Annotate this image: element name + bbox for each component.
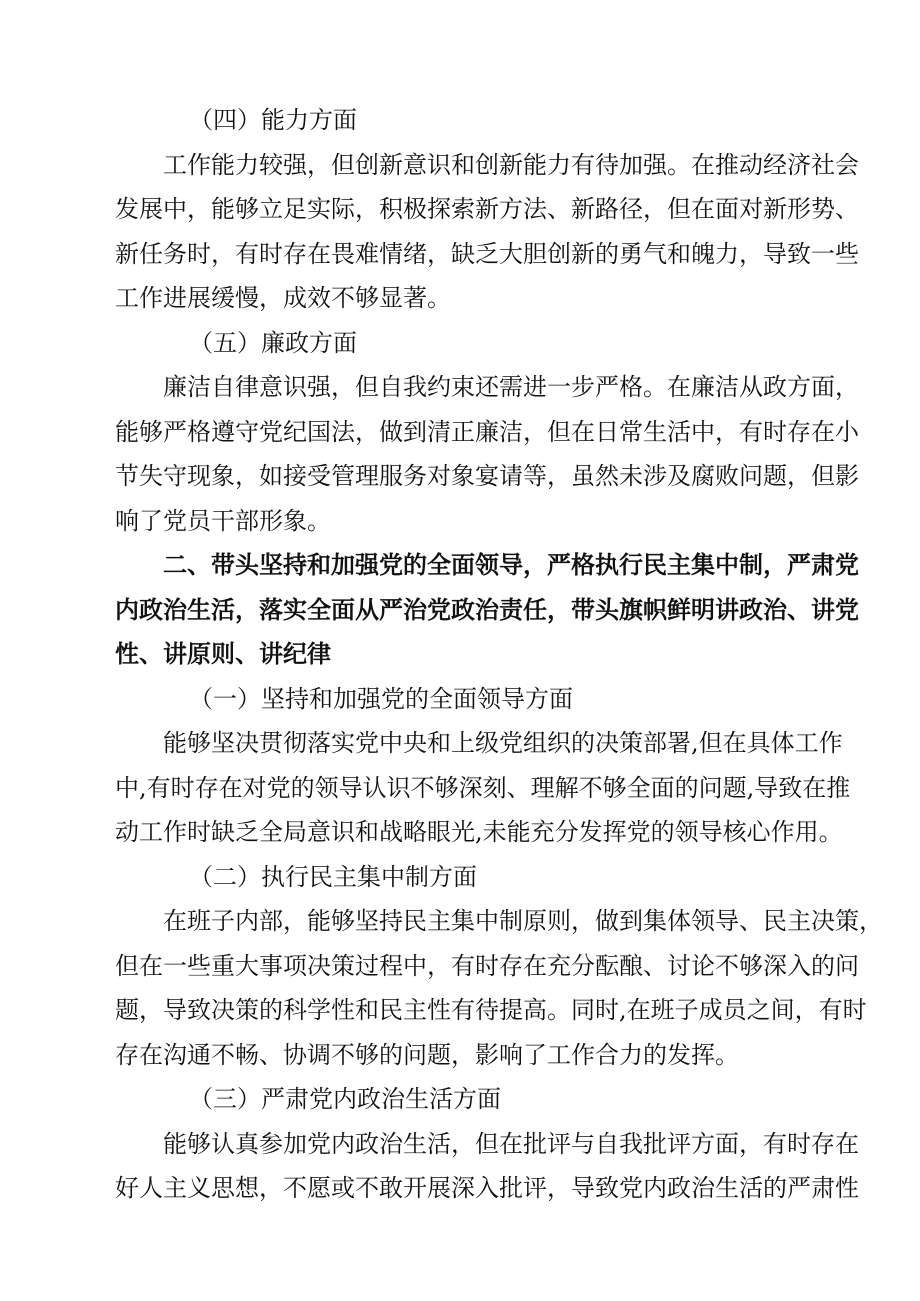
paragraph-line: 工作进展缓慢，成效不够显著。 (115, 284, 451, 312)
paragraph-line: 能够认真参加党内政治生活，但在批评与自我批评方面，有时存在 (163, 1129, 859, 1158)
section-heading-political-life: （三）严肃党内政治生活方面 (189, 1085, 501, 1113)
paragraph-line: 廉洁自律意识强，但自我约束还需进一步严格。在廉洁从政方面， (163, 373, 859, 401)
paragraph-line: 存在沟通不畅、协调不够的问题，影响了工作合力的发挥。 (115, 1040, 739, 1069)
paragraph-line: 新任务时，有时存在畏难情绪，缺乏大胆创新的勇气和魄力，导致一些 (115, 239, 859, 268)
paragraph-line: 在班子内部，能够坚持民主集中制原则，做到集体领导、民主决策， (163, 907, 883, 935)
paragraph-line: 动工作时缺乏全局意识和战略眼光,未能充分发挥党的领导核心作用。 (115, 818, 843, 846)
paragraph-line: 但在一些重大事项决策过程中，有时存在充分酝酿、讨论不够深入的问 (115, 951, 859, 980)
paragraph-line: 能够坚决贯彻落实党中央和上级党组织的决策部署,但在具体工作 (163, 729, 843, 757)
paragraph-line: 节失守现象，如接受管理服务对象宴请等，虽然未涉及腐败问题，但影 (115, 462, 859, 490)
section-heading-integrity: （五）廉政方面 (189, 328, 357, 357)
section-heading-party-leadership: （一）坚持和加强党的全面领导方面 (189, 684, 573, 713)
paragraph-line: 题，导致决策的科学性和民主性有待提高。同时,在班子成员之间，有时 (115, 996, 867, 1024)
document-page (115, 98, 883, 1211)
paragraph-line: 能够严格遵守党纪国法，做到清正廉洁，但在日常生活中，有时存在小 (115, 417, 859, 446)
part-two-title: 内政治生活，落实全面从严治党政治责任，带头旗帜鲜明讲政治、讲党 (115, 594, 859, 624)
part-two-title: 性、讲原则、讲纪律 (115, 639, 331, 668)
paragraph-line: 中,有时存在对党的领导认识不够深刻、理解不够全面的问题,导致在推 (115, 773, 851, 802)
section-heading-democratic-centralism: （二）执行民主集中制方面 (189, 862, 477, 891)
paragraph-line: 发展中，能够立足实际，积极探索新方法、新路径，但在面对新形势、 (115, 195, 859, 223)
part-two-title: 二、带头坚持和加强党的全面领导，严格执行民主集中制，严肃党 (163, 550, 859, 579)
paragraph-line: 响了党员干部形象。 (115, 506, 331, 535)
paragraph-line: 工作能力较强，但创新意识和创新能力有待加强。在推动经济社会 (163, 150, 859, 179)
paragraph-line: 好人主义思想，不愿或不敢开展深入批评，导致党内政治生活的严肃性 (115, 1174, 859, 1202)
section-heading-ability: （四）能力方面 (189, 106, 357, 134)
